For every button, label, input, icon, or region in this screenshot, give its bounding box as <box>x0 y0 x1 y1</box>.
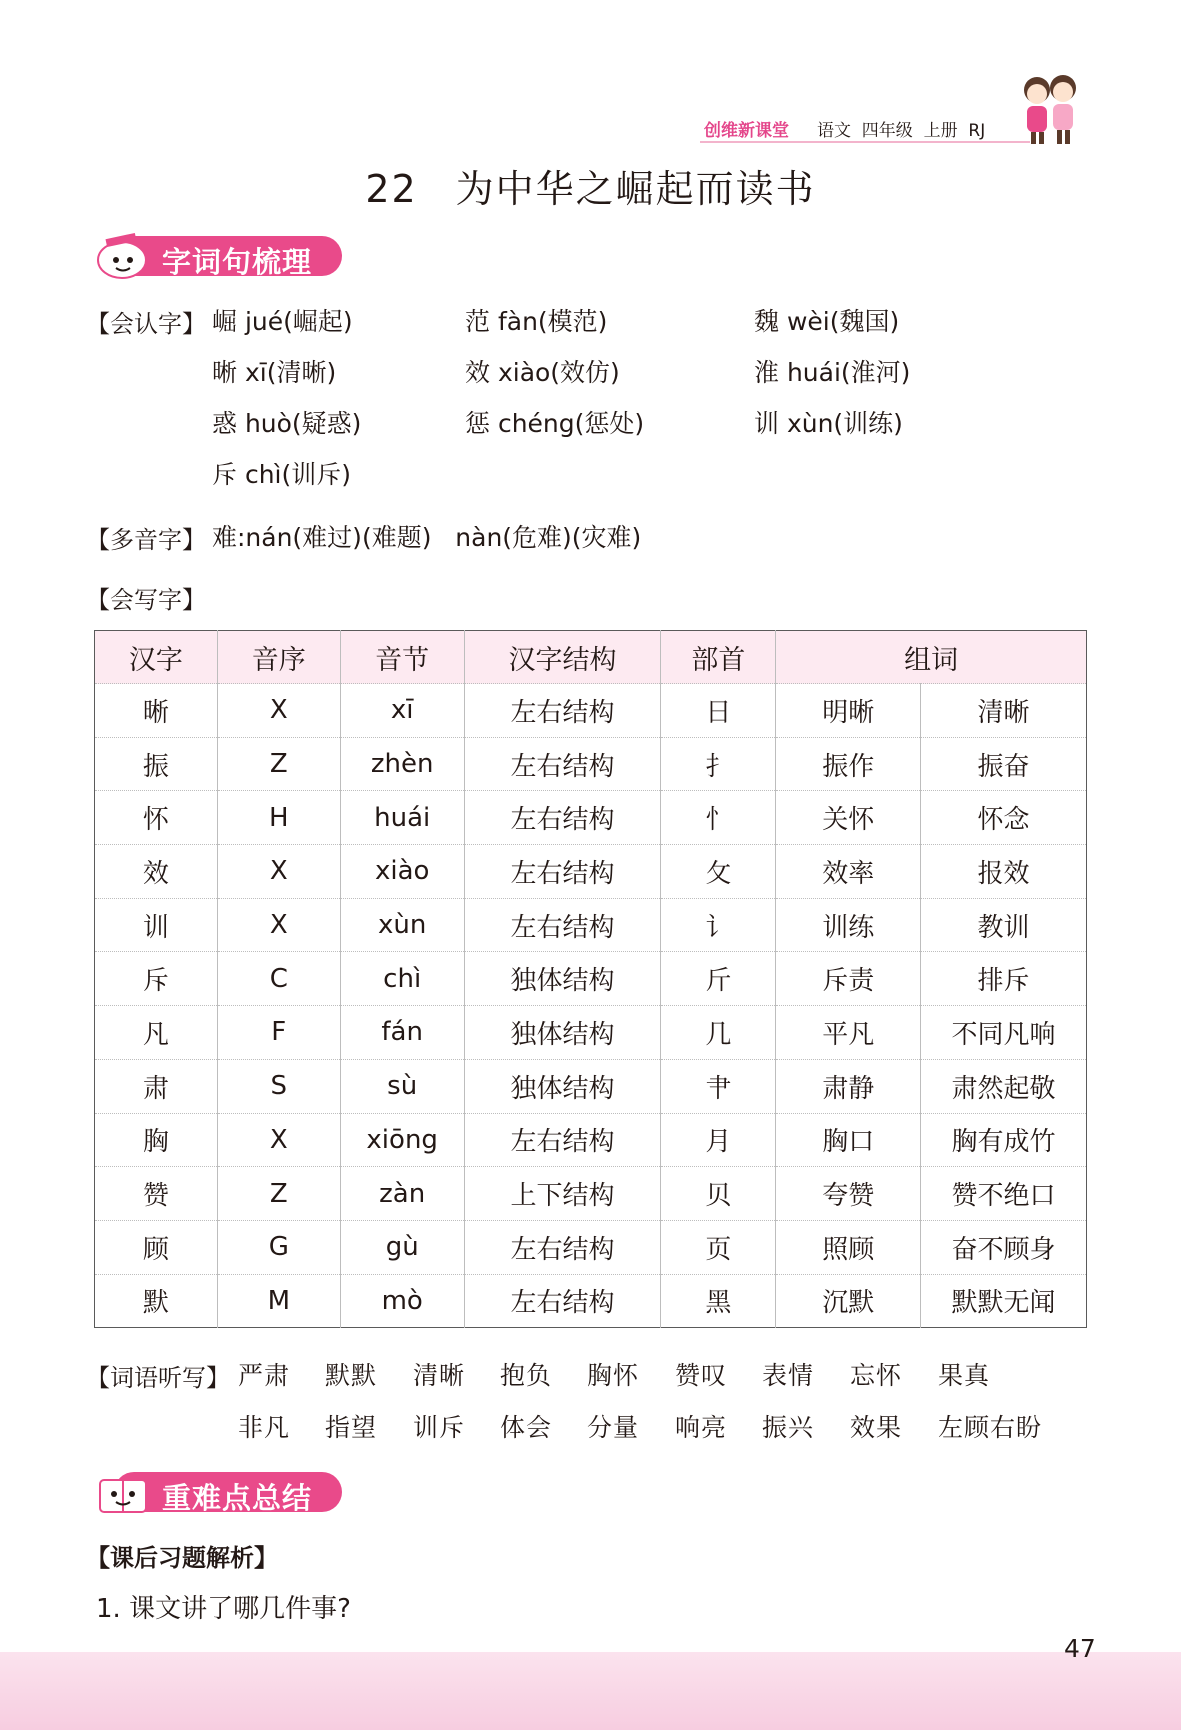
table-cell: X <box>217 845 340 899</box>
table-cell: 胸口 <box>776 1113 921 1167</box>
header-pinyin: 音节 <box>340 631 464 684</box>
table-cell: xiào <box>340 845 464 899</box>
dictation-word: 非凡 <box>238 1413 291 1442</box>
recognize-item: 崛 jué(崛起) <box>212 307 353 336</box>
table-row <box>95 737 1087 791</box>
table-cell: 训 <box>95 898 218 952</box>
table-cell: 肃然起敬 <box>921 1059 1087 1113</box>
table-cell: Z <box>217 1167 340 1221</box>
table-cell: 左右结构 <box>464 1113 661 1167</box>
dictation-word: 训斥 <box>413 1413 466 1442</box>
table-row <box>95 1220 1087 1274</box>
children-illustration-icon <box>1015 70 1085 150</box>
character-table <box>94 630 1087 1328</box>
table-cell: 肃静 <box>776 1059 921 1113</box>
table-cell: C <box>217 952 340 1006</box>
dictation-word: 振兴 <box>762 1413 815 1442</box>
dictation-word: 分量 <box>587 1413 640 1442</box>
table-cell: 赞不绝口 <box>921 1167 1087 1221</box>
dictation-word: 赞叹 <box>675 1361 728 1390</box>
recognize-item: 斥 chì(训斥) <box>212 460 351 489</box>
table-row <box>95 845 1087 899</box>
section-title: 重难点总结 <box>162 1481 313 1515</box>
dictation-word: 左顾右盼 <box>938 1413 1043 1442</box>
table-cell: 左右结构 <box>464 684 661 738</box>
table-cell: 夸赞 <box>776 1167 921 1221</box>
table-cell: S <box>217 1059 340 1113</box>
table-cell: zhèn <box>340 737 464 791</box>
dictation-word: 体会 <box>500 1413 553 1442</box>
table-cell: 扌 <box>661 737 776 791</box>
header-rule <box>700 141 1030 143</box>
table-cell: 斤 <box>661 952 776 1006</box>
header-character: 汉字 <box>95 631 218 684</box>
table-cell: X <box>217 1113 340 1167</box>
table-cell: 赞 <box>95 1167 218 1221</box>
table-cell: Z <box>217 737 340 791</box>
dictation-word: 清晰 <box>413 1361 466 1390</box>
table-cell: 肀 <box>661 1059 776 1113</box>
book-mascot-icon <box>92 232 158 280</box>
dictation-word: 果真 <box>938 1361 991 1390</box>
table-cell: 照顾 <box>776 1220 921 1274</box>
table-cell: 胸有成竹 <box>921 1113 1087 1167</box>
table-cell: 左右结构 <box>464 1274 661 1328</box>
table-cell: 不同凡响 <box>921 1006 1087 1060</box>
table-cell: 报效 <box>921 845 1087 899</box>
header-structure: 汉字结构 <box>464 631 661 684</box>
table-cell: 左右结构 <box>464 898 661 952</box>
header-initial: 音序 <box>217 631 340 684</box>
table-cell: 怀 <box>95 791 218 845</box>
table-cell: 独体结构 <box>464 952 661 1006</box>
table-cell: 独体结构 <box>464 1006 661 1060</box>
book-mascot-icon <box>92 1468 158 1516</box>
recognize-item: 惩 chéng(惩处) <box>465 409 645 438</box>
table-cell: 晰 <box>95 684 218 738</box>
table-cell: 肃 <box>95 1059 218 1113</box>
recognize-item: 魏 wèi(魏国) <box>754 307 900 336</box>
table-cell: xiōng <box>340 1113 464 1167</box>
book-info: 语文 四年级 上册 RJ <box>817 121 986 141</box>
table-cell: 振奋 <box>921 737 1087 791</box>
write-label: 【会写字】 <box>86 586 206 614</box>
recognize-item: 范 fàn(模范) <box>465 307 608 336</box>
table-cell: 左右结构 <box>464 1220 661 1274</box>
table-cell: 左右结构 <box>464 845 661 899</box>
dictation-label: 【词语听写】 <box>86 1364 230 1392</box>
section-banner-vocabulary <box>92 232 344 280</box>
recognize-label: 【会认字】 <box>86 310 206 338</box>
table-cell: chì <box>340 952 464 1006</box>
dictation-word: 响亮 <box>675 1413 728 1442</box>
lesson-number: 22 <box>365 167 418 211</box>
table-cell: xùn <box>340 898 464 952</box>
table-cell: 关怀 <box>776 791 921 845</box>
dictation-word: 表情 <box>762 1361 815 1390</box>
table-cell: H <box>217 791 340 845</box>
table-cell: 奋不顾身 <box>921 1220 1087 1274</box>
table-cell: 训练 <box>776 898 921 952</box>
table-cell: 黑 <box>661 1274 776 1328</box>
table-cell: zàn <box>340 1167 464 1221</box>
table-cell: 排斥 <box>921 952 1087 1006</box>
table-cell: 讠 <box>661 898 776 952</box>
brand-name: 创维新课堂 <box>704 121 789 141</box>
polyphone-label: 【多音字】 <box>86 526 206 554</box>
table-row <box>95 898 1087 952</box>
table-cell: 忄 <box>661 791 776 845</box>
header-radical: 部首 <box>661 631 776 684</box>
lesson-title <box>0 158 1181 213</box>
table-cell: 斥 <box>95 952 218 1006</box>
table-cell: 月 <box>661 1113 776 1167</box>
dictation-word: 默默 <box>325 1361 378 1390</box>
recognize-item: 惑 huò(疑惑) <box>212 409 362 438</box>
table-cell: 攵 <box>661 845 776 899</box>
dictation-word: 指望 <box>325 1413 378 1442</box>
table-cell: mò <box>340 1274 464 1328</box>
table-cell: 平凡 <box>776 1006 921 1060</box>
recognize-item: 训 xùn(训练) <box>754 409 903 438</box>
table-cell: 上下结构 <box>464 1167 661 1221</box>
table-cell: X <box>217 898 340 952</box>
table-row <box>95 791 1087 845</box>
table-cell: X <box>217 684 340 738</box>
table-cell: fán <box>340 1006 464 1060</box>
table-cell: 振作 <box>776 737 921 791</box>
dictation-word: 忘怀 <box>850 1361 903 1390</box>
table-cell: 怀念 <box>921 791 1087 845</box>
dictation-word: 效果 <box>850 1413 903 1442</box>
table-cell: 页 <box>661 1220 776 1274</box>
table-cell: 凡 <box>95 1006 218 1060</box>
table-cell: gù <box>340 1220 464 1274</box>
table-cell: 几 <box>661 1006 776 1060</box>
table-cell: 清晰 <box>921 684 1087 738</box>
table-cell: 日 <box>661 684 776 738</box>
table-cell: 独体结构 <box>464 1059 661 1113</box>
polyphone-text: 难:nán(难过)(难题) nàn(危难)(灾难) <box>212 523 642 552</box>
table-cell: F <box>217 1006 340 1060</box>
dictation-word: 胸怀 <box>587 1361 640 1390</box>
table-cell: M <box>217 1274 340 1328</box>
question-1: 1. 课文讲了哪几件事? <box>96 1594 351 1624</box>
table-cell: 效 <box>95 845 218 899</box>
exercise-label: 【课后习题解析】 <box>86 1544 278 1572</box>
section-banner-key-points <box>92 1468 344 1516</box>
table-row <box>95 1274 1087 1328</box>
dictation-word: 严肃 <box>238 1361 291 1390</box>
table-row <box>95 1006 1087 1060</box>
table-cell: 沉默 <box>776 1274 921 1328</box>
table-row <box>95 684 1087 738</box>
table-cell: huái <box>340 791 464 845</box>
table-cell: 明晰 <box>776 684 921 738</box>
table-cell: xī <box>340 684 464 738</box>
table-cell: 斥责 <box>776 952 921 1006</box>
table-cell: G <box>217 1220 340 1274</box>
dictation-word: 抱负 <box>500 1361 553 1390</box>
table-cell: 振 <box>95 737 218 791</box>
recognize-item: 效 xiào(效仿) <box>465 358 620 387</box>
table-cell: sù <box>340 1059 464 1113</box>
table-row <box>95 1113 1087 1167</box>
table-row <box>95 952 1087 1006</box>
lesson-title-text: 为中华之崛起而读书 <box>455 167 816 211</box>
footer-band <box>0 1652 1181 1730</box>
header-words: 组词 <box>776 631 1087 684</box>
recognize-item: 晰 xī(清晰) <box>212 358 337 387</box>
table-cell: 胸 <box>95 1113 218 1167</box>
table-row <box>95 1059 1087 1113</box>
table-header-row <box>95 631 1087 684</box>
section-title: 字词句梳理 <box>162 245 313 279</box>
table-cell: 默 <box>95 1274 218 1328</box>
table-cell: 教训 <box>921 898 1087 952</box>
recognize-item: 淮 huái(淮河) <box>754 358 911 387</box>
table-cell: 贝 <box>661 1167 776 1221</box>
table-cell: 效率 <box>776 845 921 899</box>
page-number: 47 <box>1064 1634 1096 1663</box>
table-cell: 左右结构 <box>464 791 661 845</box>
table-row <box>95 1167 1087 1221</box>
table-cell: 默默无闻 <box>921 1274 1087 1328</box>
table-cell: 左右结构 <box>464 737 661 791</box>
table-cell: 顾 <box>95 1220 218 1274</box>
